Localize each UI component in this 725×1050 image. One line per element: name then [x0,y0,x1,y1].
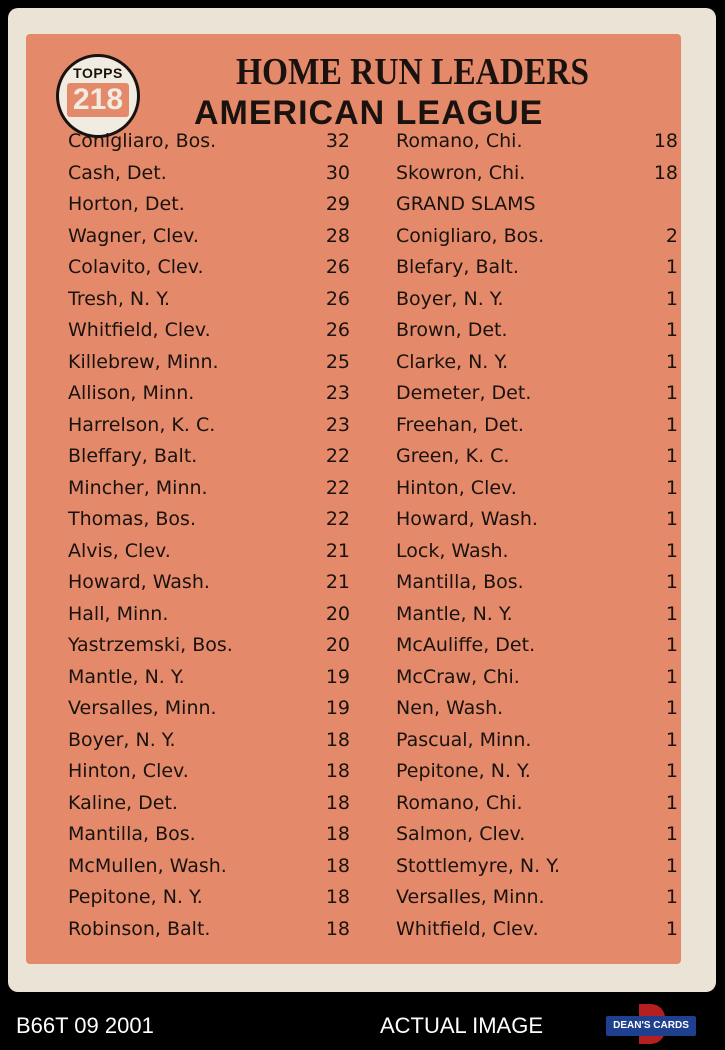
player-name: Whitfield, Clev. [396,917,539,940]
stat-row [68,378,356,409]
stat-row [68,599,356,630]
player-name: Robinson, Balt. [68,917,211,940]
stat-row [396,662,678,693]
player-name: Versalles, Minn. [68,697,217,719]
player-name: GRAND SLAMS [396,193,536,215]
player-name: Nen, Wash. [396,697,504,719]
home-run-count: 1 [665,791,678,814]
home-run-count: 23 [325,382,350,404]
stat-row [68,725,356,756]
home-run-count: 1 [665,508,678,530]
home-run-count: 22 [325,445,350,467]
dealer-logo [606,1006,696,1042]
player-name: Pascual, Minn. [396,728,532,751]
player-name: Allison, Minn. [68,382,195,404]
home-run-count: 1 [665,319,678,341]
stat-row [396,284,678,315]
card-subtitle: AMERICAN LEAGUE [194,94,544,132]
stat-row [68,252,356,283]
player-name: Yastrzemski, Bos. [68,634,233,656]
home-run-count: 1 [665,476,678,499]
player-name: Conigliaro, Bos. [68,130,217,152]
stat-row [396,630,678,661]
player-name: Hall, Minn. [68,602,169,625]
home-run-count: 25 [325,350,350,373]
home-run-count: 1 [665,917,678,940]
home-run-count: 22 [325,508,350,530]
stat-row [68,788,356,819]
stat-row [396,756,678,787]
player-name: Stottlemyre, N. Y. [396,854,561,877]
home-run-count: 19 [325,665,350,688]
player-name: Boyer, N. Y. [68,728,176,751]
home-run-count: 1 [665,886,678,908]
home-run-count: 1 [665,602,678,625]
stat-row [68,284,356,315]
player-name: Howard, Wash. [396,508,538,530]
stat-row [396,410,678,441]
home-run-count: 18 [325,917,350,940]
stat-row [396,158,678,189]
home-run-count: 1 [665,571,678,593]
stat-row [68,536,356,567]
home-run-count: 1 [665,539,678,562]
player-name: Wagner, Clev. [68,224,199,247]
stat-row [68,504,356,535]
home-run-count: 18 [653,130,678,152]
stat-row [396,882,678,913]
home-run-count: 1 [665,350,678,373]
player-name: Romano, Chi. [396,791,523,814]
home-run-count: 1 [665,634,678,656]
stat-row [396,693,678,724]
stat-row [396,378,678,409]
stat-row [68,756,356,787]
player-name: Clarke, N. Y. [396,350,509,373]
stat-row [68,126,356,157]
home-run-count: 21 [325,539,350,562]
home-run-count: 1 [665,728,678,751]
home-run-count: 1 [665,256,678,278]
stat-row [396,315,678,346]
stat-row [68,693,356,724]
home-run-count: 1 [665,445,678,467]
stat-row [68,315,356,346]
footer-label: ACTUAL IMAGE [380,1013,543,1038]
player-name: Demeter, Det. [396,382,532,404]
player-name: Cash, Det. [68,161,167,184]
home-run-count: 1 [665,760,678,782]
card-title: HOME RUN LEADERS [236,51,590,93]
stat-row [68,158,356,189]
footer-code: B66T 09 2001 [16,1013,154,1038]
stat-row [396,914,678,945]
player-name: Salmon, Clev. [396,823,526,845]
home-run-count: 18 [325,854,350,877]
stat-row [68,189,356,220]
player-name: Versalles, Minn. [396,886,545,908]
home-run-count: 21 [325,571,350,593]
home-run-count: 29 [325,193,350,215]
stat-row [68,662,356,693]
stat-row [68,630,356,661]
stat-row [68,567,356,598]
player-name: McMullen, Wash. [68,854,227,877]
stat-row [68,819,356,850]
home-run-count: 18 [325,791,350,814]
home-run-count: 26 [325,287,350,310]
player-name: Pepitone, N. Y. [396,760,531,782]
home-run-count: 2 [665,224,678,247]
player-name: Alvis, Clev. [68,539,171,562]
card-back [8,8,716,992]
stat-row [396,189,678,220]
player-name: McCraw, Chi. [396,665,520,688]
player-name: Freehan, Det. [396,413,524,436]
player-name: McAuliffe, Det. [396,634,536,656]
player-name: Mantle, N. Y. [396,602,513,625]
stat-row [396,347,678,378]
home-run-count: 1 [665,413,678,436]
player-name: Mantilla, Bos. [68,823,196,845]
player-name: Mantilla, Bos. [396,571,524,593]
stat-row [396,725,678,756]
stat-row [396,441,678,472]
player-name: Colavito, Clev. [68,256,204,278]
home-run-count: 22 [325,476,350,499]
stat-row [396,851,678,882]
player-name: Tresh, N. Y. [68,287,171,310]
stats-panel [26,34,681,964]
home-run-count: 26 [325,256,350,278]
home-run-count: 20 [325,634,350,656]
player-name: Green, K. C. [396,445,510,467]
home-run-count: 18 [325,886,350,908]
stat-row [68,473,356,504]
player-name: Killebrew, Minn. [68,350,219,373]
stat-row [68,410,356,441]
home-run-count: 1 [665,854,678,877]
stat-row [68,882,356,913]
home-run-count: 18 [325,823,350,845]
stat-row [396,599,678,630]
stat-row [396,788,678,819]
home-run-count: 18 [653,161,678,184]
home-run-count: 30 [325,161,350,184]
player-name: Whitfield, Clev. [68,319,211,341]
stat-row [396,567,678,598]
player-name: Pepitone, N. Y. [68,886,203,908]
card-number: 218 [67,83,129,117]
home-run-count: 19 [325,697,350,719]
home-run-count: 26 [325,319,350,341]
stat-row [68,347,356,378]
player-name: Blefary, Balt. [396,256,519,278]
player-name: Thomas, Bos. [68,508,196,530]
player-name: Conigliaro, Bos. [396,224,545,247]
stat-row [396,252,678,283]
home-run-count: 32 [325,130,350,152]
stat-row [396,536,678,567]
home-run-count: 18 [325,760,350,782]
stat-row [68,851,356,882]
player-name: Bleffary, Balt. [68,445,198,467]
home-run-count: 23 [325,413,350,436]
home-run-count: 20 [325,602,350,625]
stat-row [396,221,678,252]
player-name: Skowron, Chi. [396,161,526,184]
home-run-count: 1 [665,382,678,404]
home-run-count: 1 [665,697,678,719]
player-name: Mantle, N. Y. [68,665,185,688]
stat-row [68,441,356,472]
player-name: Kaline, Det. [68,791,178,814]
player-name: Lock, Wash. [396,539,509,562]
home-run-count: 1 [665,665,678,688]
stat-row [68,221,356,252]
home-run-count: 18 [325,728,350,751]
player-name: Hinton, Clev. [396,476,517,499]
player-name: Mincher, Minn. [68,476,208,499]
home-run-count: 28 [325,224,350,247]
player-name: Hinton, Clev. [68,760,189,782]
stat-row [396,473,678,504]
player-name: Boyer, N. Y. [396,287,504,310]
player-name: Howard, Wash. [68,571,210,593]
player-name: Romano, Chi. [396,130,523,152]
stat-row [396,819,678,850]
home-run-count: 1 [665,823,678,845]
player-name: Harrelson, K. C. [68,413,216,436]
player-name: Horton, Det. [68,193,185,215]
logo-brand: TOPPS [73,65,123,81]
player-name: Brown, Det. [396,319,508,341]
dealer-name: DEAN'S CARDS [606,1016,696,1036]
stat-row [68,914,356,945]
stat-row [396,504,678,535]
stat-row [396,126,678,157]
home-run-count: 1 [665,287,678,310]
